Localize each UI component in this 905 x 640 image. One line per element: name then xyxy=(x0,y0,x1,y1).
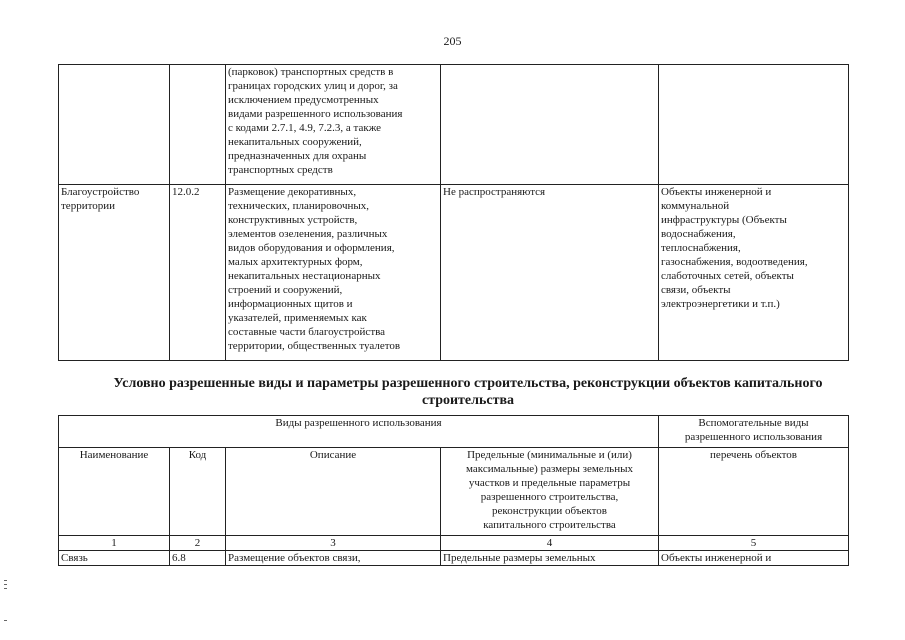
conditional-uses-table xyxy=(58,415,849,566)
params-cell: Предельные размеры земельных xyxy=(441,551,659,566)
aux-cell xyxy=(659,65,849,185)
aux-cell: Объекты инженерной и коммунальной инфраструктуры (Объекты водоснабжения, теплоснабжения, газоснабжения, водоотведения, слаботочных сетей, объекты связи, объекты электроэнергетики и т.п.) xyxy=(659,185,849,361)
aux-header: Вспомогательные виды разрешенного использования xyxy=(659,416,849,448)
group-header: Виды разрешенного использования xyxy=(59,416,659,448)
column-number: 3 xyxy=(226,536,441,551)
column-header-name: Наименование xyxy=(59,448,170,536)
code-cell: 6.8 xyxy=(170,551,226,566)
header-row xyxy=(59,448,849,536)
name-cell: Благоустройство территории xyxy=(59,185,170,361)
column-header-params: Предельные (минимальные и (или) максимальные) размеры земельных участков и предельные параметры разрешенного строительства, реконструкции объектов капитального строительства xyxy=(441,448,659,536)
params-cell: Не распространяются xyxy=(441,185,659,361)
table-row xyxy=(59,65,849,185)
params-cell xyxy=(441,65,659,185)
scan-artifact xyxy=(4,580,7,581)
column-header-code: Код xyxy=(170,448,226,536)
column-number-row xyxy=(59,536,849,551)
description-cell: (парковок) транспортных средств в границах городских улиц и дорог, за исключением предусмотренных видами разрешенного использования с кодами 2.7.1, 4.9, 7.2.3, а также некапитальных сооружений, предназначенных для охраны транспортных средств xyxy=(226,65,441,185)
column-number: 5 xyxy=(659,536,849,551)
table-row xyxy=(59,551,849,566)
page-number: 205 xyxy=(443,34,462,48)
column-header-aux: перечень объектов xyxy=(659,448,849,536)
aux-cell: Объекты инженерной и xyxy=(659,551,849,566)
name-cell: Связь xyxy=(59,551,170,566)
section-title: Условно разрешенные виды и параметры разрешенного строительства, реконструкции объектов капитального строительства xyxy=(113,376,823,408)
description-cell: Размещение декоративных, технических, планировочных, конструктивных устройств, элементов озеленения, различных видов оборудования и оформления, малых архитектурных форм, некапитальных нестационарных строений и сооружений, информационных щитов и указателей, применяемых как составные части благоустройства территории, общественных туалетов xyxy=(226,185,441,361)
name-cell xyxy=(59,65,170,185)
column-header-description: Описание xyxy=(226,448,441,536)
table-row xyxy=(59,185,849,361)
description-cell: Размещение объектов связи, xyxy=(226,551,441,566)
permitted-uses-table-continued xyxy=(58,64,849,361)
header-row xyxy=(59,416,849,448)
column-number: 1 xyxy=(59,536,170,551)
code-cell xyxy=(170,65,226,185)
column-number: 4 xyxy=(441,536,659,551)
scan-artifact xyxy=(4,620,7,621)
code-cell: 12.0.2 xyxy=(170,185,226,361)
scan-artifact xyxy=(4,588,7,589)
column-number: 2 xyxy=(170,536,226,551)
scan-artifact xyxy=(4,584,7,585)
